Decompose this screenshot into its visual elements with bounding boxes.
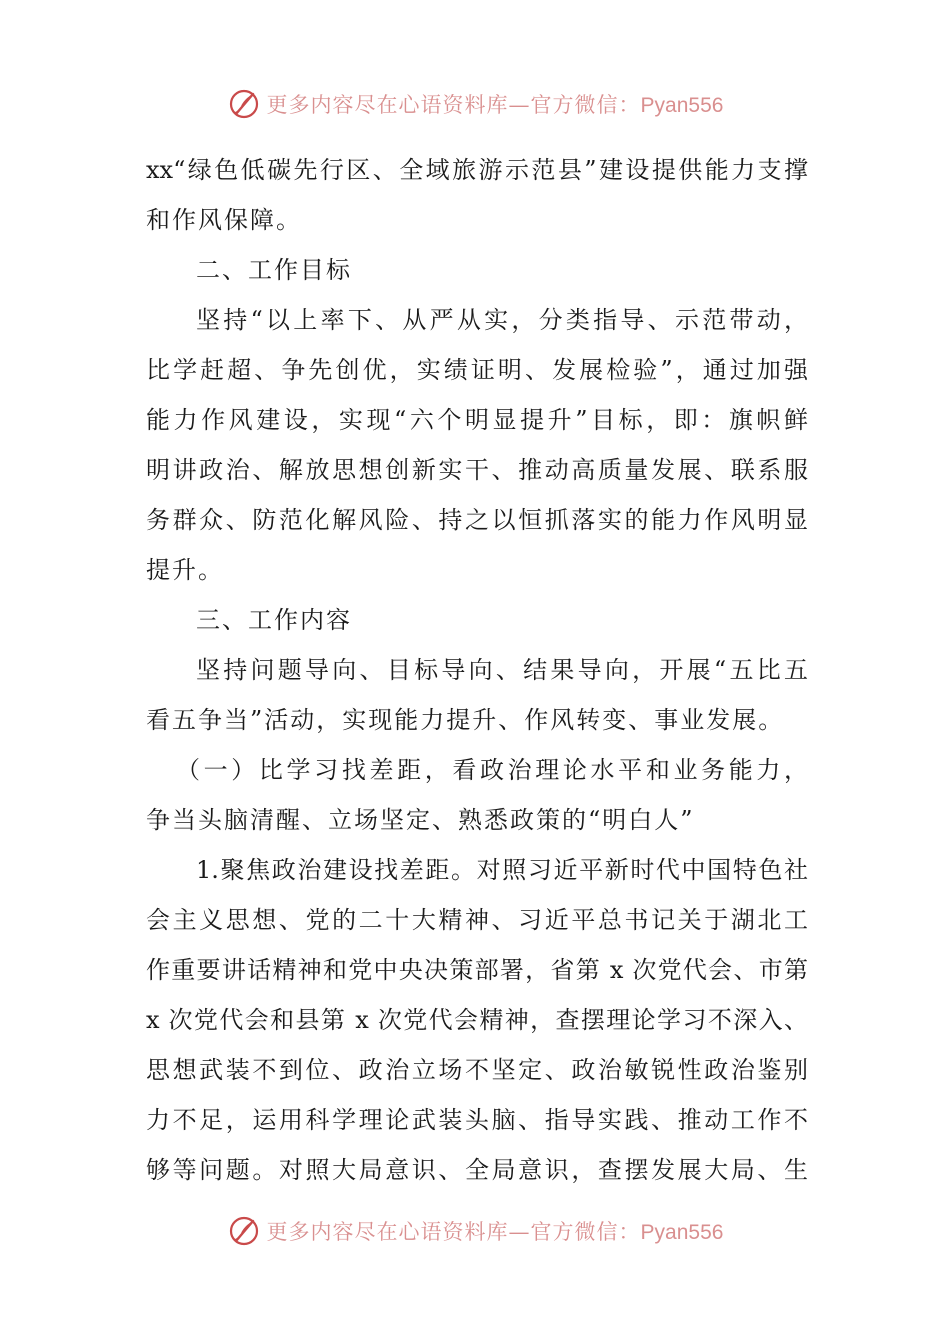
watermark-footer (0, 1211, 950, 1251)
text-line: x 次党代会和县第 x 次党代会精神，查摆理论学习不深入、 (146, 1006, 808, 1034)
text-line: 坚持问题导向、目标导向、结果导向，开展“五比五 (196, 656, 808, 684)
text-line: 坚持“以上率下、从严从实，分类指导、示范带动， (196, 306, 808, 334)
quill-logo-icon (227, 1214, 261, 1248)
watermark-text: 更多内容尽在心语资料库—官方微信：Pyan556 (266, 1220, 724, 1244)
text-line: 看五争当”活动，实现能力提升、作风转变、事业发展。 (146, 706, 785, 734)
text-line: 力不足，运用科学理论武装头脑、指导实践、推动工作不 (146, 1106, 808, 1134)
text-line: 提升。 (146, 556, 224, 584)
text-line: 作重要讲话精神和党中央决策部署，省第 x 次党代会、市第 (146, 956, 808, 984)
document-body (146, 145, 808, 1195)
text-line: 1.聚焦政治建设找差距。对照习近平新时代中国特色社 (196, 856, 808, 884)
text-line: 能力作风建设，实现“六个明显提升”目标，即：旗帜鲜 (146, 406, 808, 434)
text-line: 明讲政治、解放思想创新实干、推动高质量发展、联系服 (146, 456, 808, 484)
text-line: 争当头脑清醒、立场坚定、熟悉政策的“明白人” (146, 806, 695, 834)
text-line: xx“绿色低碳先行区、全域旅游示范县”建设提供能力支撑 (146, 156, 808, 184)
text-line: 会主义思想、党的二十大精神、习近平总书记关于湖北工 (146, 906, 808, 934)
watermark-account: Pyan556 (640, 94, 724, 117)
text-line: 比学赶超、争先创优，实绩证明、发展检验”，通过加强 (146, 356, 808, 384)
text-line: 二、工作目标 (196, 256, 352, 284)
watermark-header (0, 84, 950, 124)
text-line: 思想武装不到位、政治立场不坚定、政治敏锐性政治鉴别 (146, 1056, 808, 1084)
text-line: 和作风保障。 (146, 206, 302, 234)
text-line: 够等问题。对照大局意识、全局意识，查摆发展大局、生 (146, 1156, 808, 1184)
text-line: 务群众、防范化解风险、持之以恒抓落实的能力作风明显 (146, 506, 808, 534)
text-line: 三、工作内容 (196, 606, 352, 634)
text-line: （一）比学习找差距，看政治理论水平和业务能力， (176, 756, 808, 784)
watermark-account: Pyan556 (640, 1221, 724, 1244)
watermark-text: 更多内容尽在心语资料库—官方微信：Pyan556 (266, 93, 724, 117)
quill-logo-icon (227, 87, 261, 121)
